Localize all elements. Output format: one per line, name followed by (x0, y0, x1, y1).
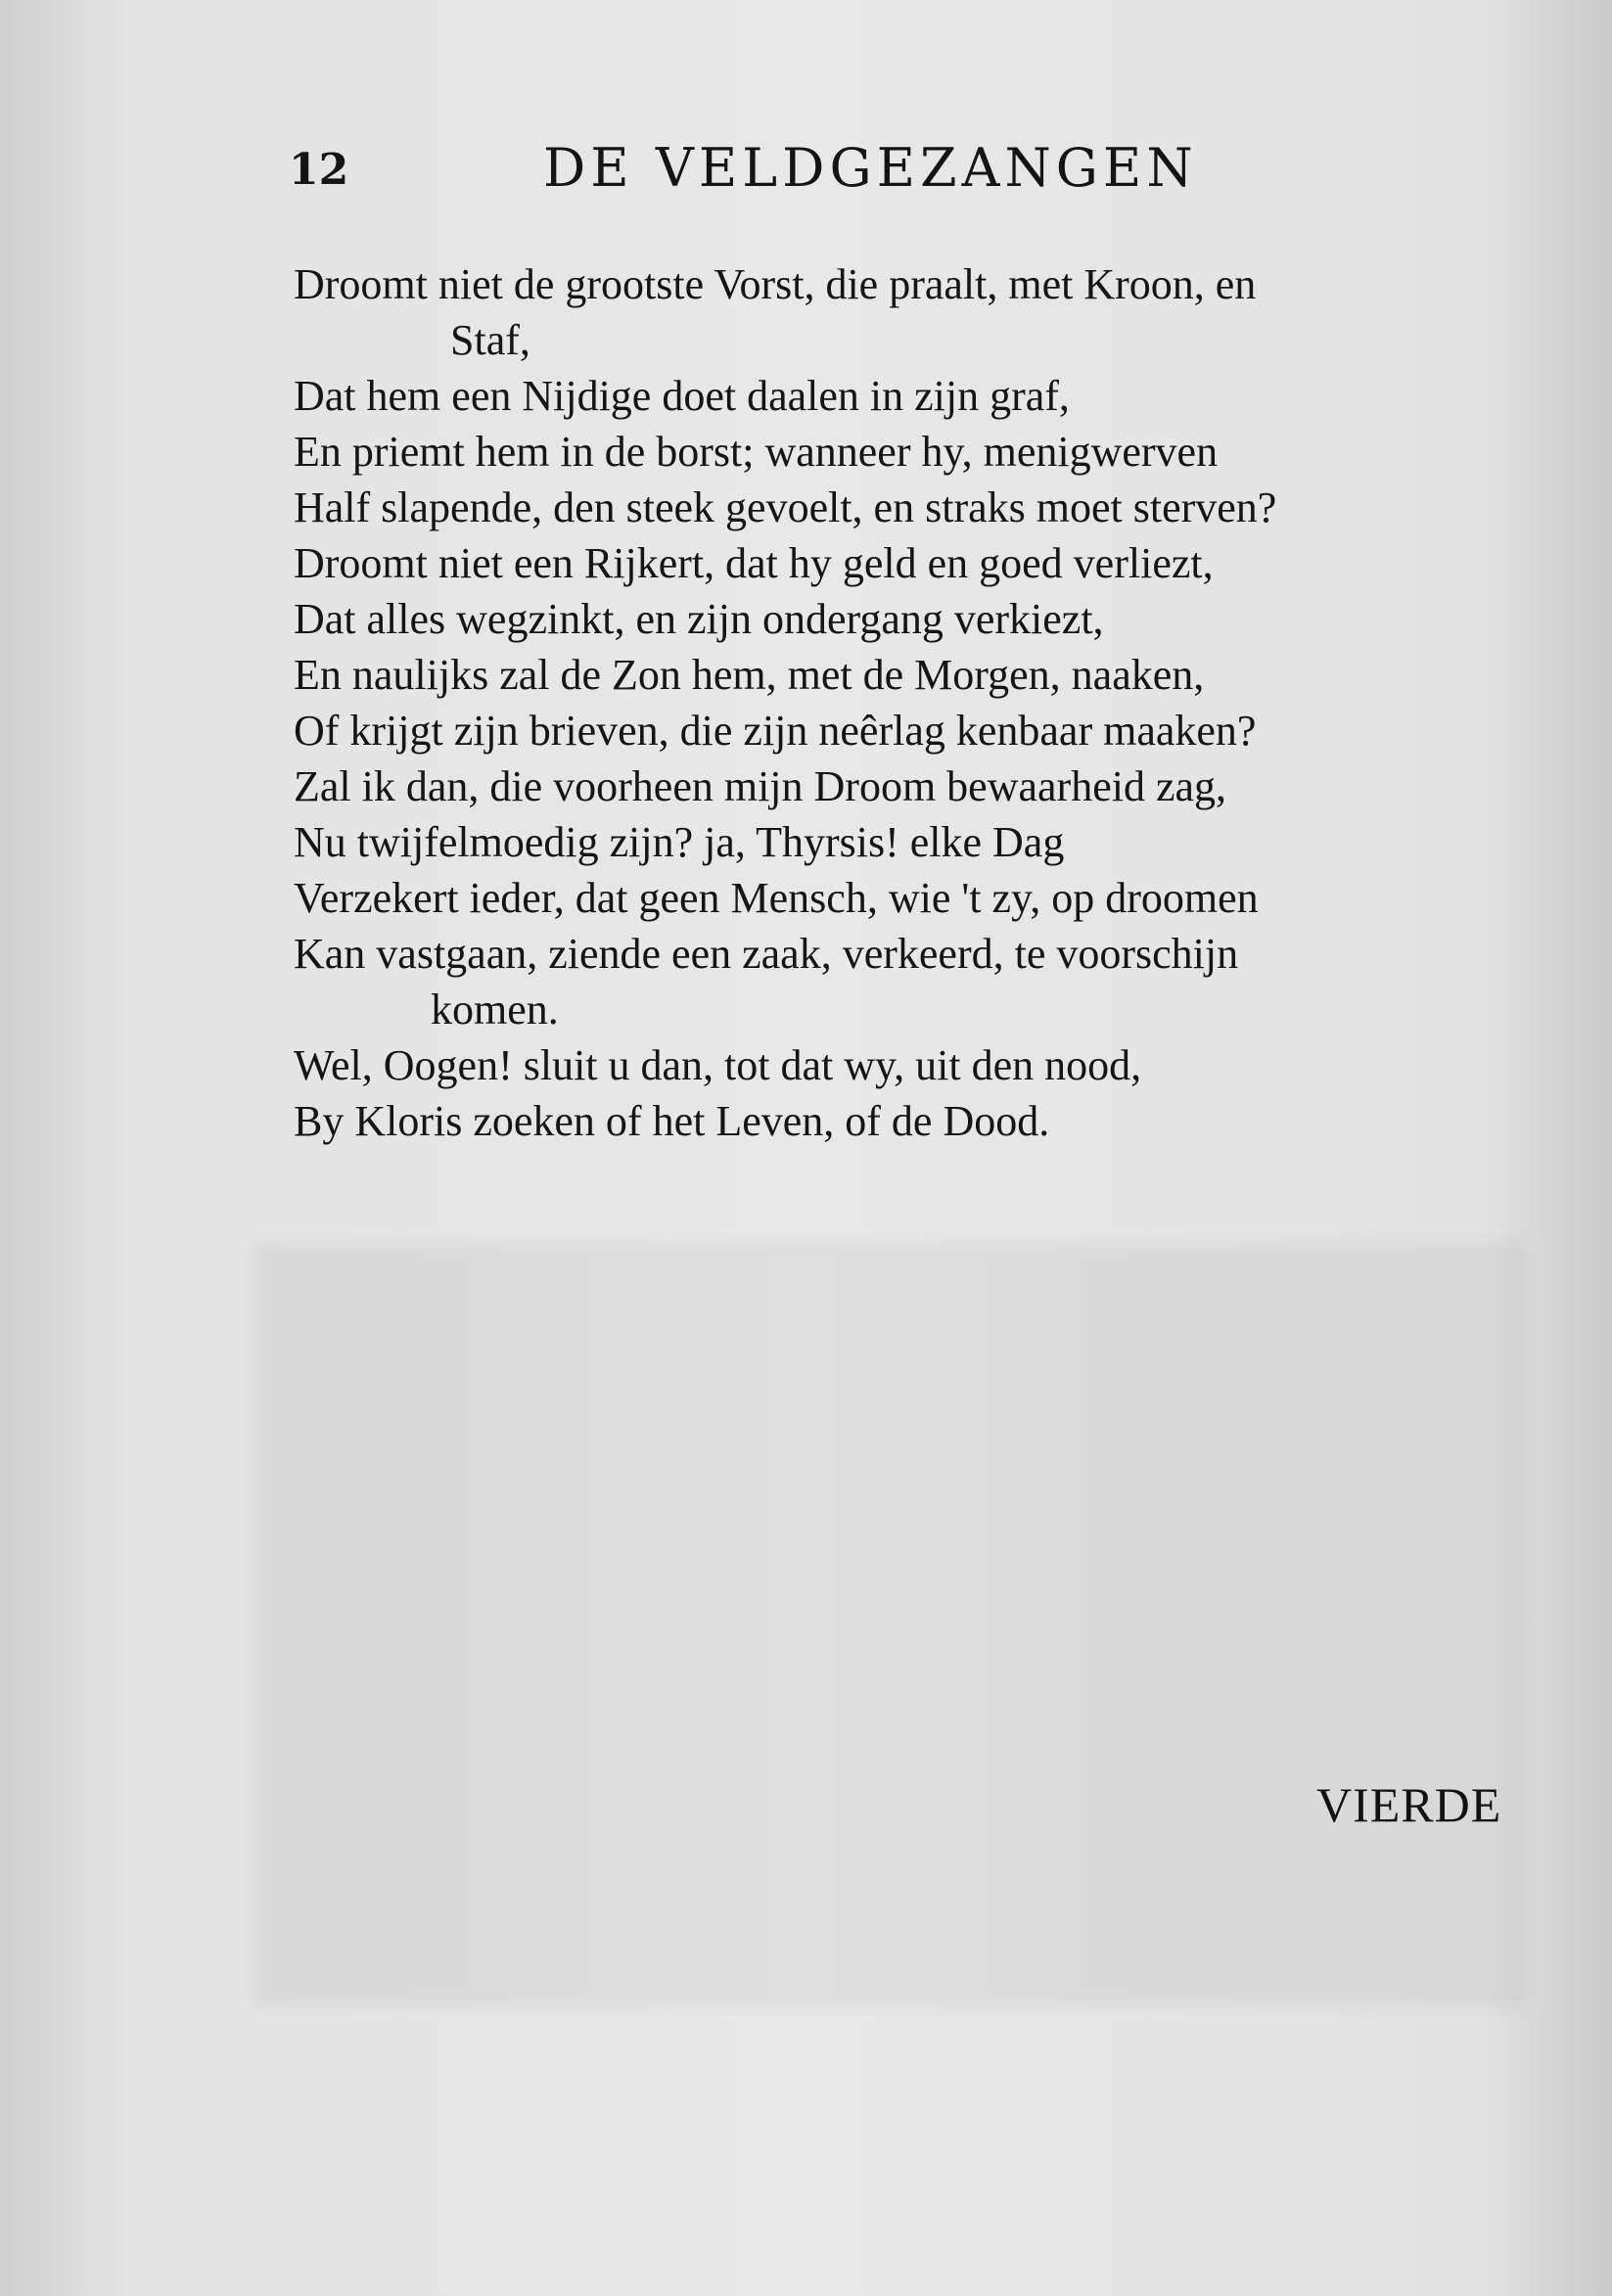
poem-line: By Kloris zoeken of het Leven, of de Dood. (294, 1097, 1050, 1145)
poem-line: Droomt niet een Rijkert, dat hy geld en goed verliezt, (294, 539, 1214, 587)
poem-line: Half slapende, den steek gevoelt, en straks moet sterven? (294, 483, 1277, 531)
poem-text (294, 256, 1546, 1149)
show-through-shadow (254, 1243, 1527, 2006)
poem-line: Wel, Oogen! sluit u dan, tot dat wy, uit den nood, (294, 1041, 1142, 1089)
poem-line: Droomt niet de grootste Vorst, die praalt, met Kroon, en (294, 260, 1257, 308)
catchword: VIERDE (1316, 1777, 1502, 1832)
poem-line-continuation: Staf, (450, 316, 530, 364)
poem-line: En naulijks zal de Zon hem, met de Morgen, naaken, (294, 651, 1205, 699)
running-title: DE VELDGEZANGEN (543, 137, 1198, 199)
poem-line: Dat alles wegzinkt, en zijn ondergang verkiezt, (294, 595, 1104, 643)
poem-line: Verzekert ieder, dat geen Mensch, wie 't zy, op droomen (294, 874, 1259, 922)
poem-line: Zal ik dan, die voorheen mijn Droom bewaarheid zag, (294, 762, 1227, 810)
page-number: 12 (289, 145, 349, 195)
poem-line: Nu twijfelmoedig zijn? ja, Thyrsis! elke Dag (294, 818, 1065, 866)
poem-line-continuation: komen. (431, 986, 559, 1033)
poem-line: En priemt hem in de borst; wanneer hy, menigwerven (294, 428, 1219, 476)
poem-line: Of krijgt zijn brieven, die zijn neêrlag kenbaar maaken? (294, 707, 1257, 755)
poem-line: Kan vastgaan, ziende een zaak, verkeerd, te voorschijn (294, 930, 1239, 978)
page-header (289, 137, 1307, 206)
poem-line: Dat hem een Nijdige doet daalen in zijn graf, (294, 372, 1070, 420)
